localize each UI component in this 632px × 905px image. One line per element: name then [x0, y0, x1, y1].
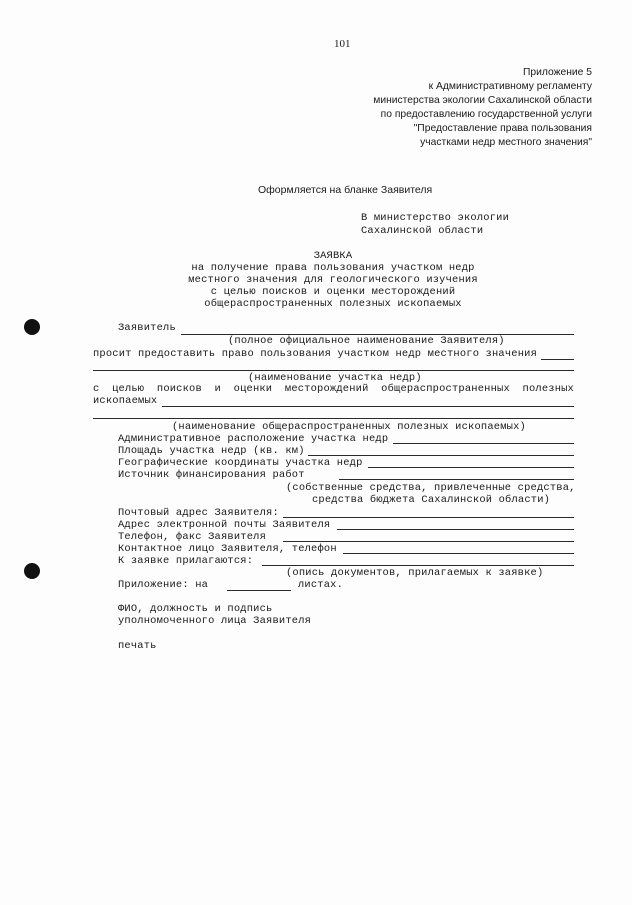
admin-location-field[interactable]	[393, 443, 574, 444]
request-field-end[interactable]	[541, 359, 574, 360]
applicant-label: Заявитель	[118, 322, 176, 334]
attached-hint: (опись документов, прилагаемых к заявке)	[286, 567, 544, 579]
form-note: Оформляется на бланке Заявителя	[258, 184, 433, 196]
title-line-1: на получение права пользования участком недр	[191, 262, 475, 274]
area-label: Площадь участка недр (кв. км)	[118, 445, 305, 457]
appendix-prefix: Приложение: на	[118, 579, 209, 591]
title-line-4: общераспространенных полезных ископаемых	[204, 298, 462, 310]
funding-hint-1: (собственные средства, привлеченные средства,	[286, 482, 576, 494]
attached-field[interactable]	[262, 565, 574, 566]
signature-line-1: ФИО, должность и подпись	[118, 603, 273, 615]
signature-line-2: уполномоченного лица Заявителя	[118, 615, 312, 627]
minerals-field[interactable]	[162, 406, 574, 407]
appendix-line-1: Приложение 5	[523, 67, 592, 78]
postal-label: Почтовый адрес Заявителя:	[118, 507, 279, 519]
addressee-line-2: Сахалинской области	[361, 225, 484, 237]
plot-name-field[interactable]	[93, 370, 574, 371]
appendix-line-4: по предоставлению государственной услуги	[380, 109, 592, 120]
applicant-hint: (полное официальное наименование Заявителя)	[228, 335, 505, 347]
contact-label: Контактное лицо Заявителя, телефон	[118, 543, 337, 555]
funding-label: Источник финансирования работ	[118, 469, 305, 481]
coordinates-field[interactable]	[368, 467, 574, 468]
title-heading: ЗАЯВКА	[313, 250, 353, 262]
addressee-line-1: В министерство экологии	[361, 212, 510, 224]
title-line-2: местного значения для геологического изучения	[188, 274, 478, 286]
purpose-text-2: ископаемых	[93, 395, 158, 407]
email-label: Адрес электронной почты Заявителя	[118, 519, 331, 531]
attached-label: К заявке прилагаются:	[118, 555, 254, 567]
email-field[interactable]	[337, 529, 574, 530]
plot-hint: (наименование участка недр)	[248, 372, 422, 384]
area-field[interactable]	[308, 455, 574, 456]
purpose-text: с целью поисков и оценки месторождений общераспространенных полезных	[93, 383, 574, 395]
binder-hole-bottom	[24, 563, 40, 579]
appendix-suffix: листах.	[298, 579, 344, 591]
minerals-hint: (наименование общераспространенных полезных ископаемых)	[172, 421, 526, 433]
request-text: просит предоставить право пользования участком недр местного значения	[93, 348, 538, 360]
appendix-sheets-field[interactable]	[227, 590, 291, 591]
phone-label: Телефон, факс Заявителя	[118, 531, 267, 543]
funding-hint-2: средства бюджета Сахалинской области)	[312, 494, 551, 506]
postal-field[interactable]	[283, 517, 574, 518]
appendix-line-2: к Административному регламенту	[428, 81, 592, 92]
minerals-field-2[interactable]	[93, 418, 574, 419]
coordinates-label: Географические координаты участка недр	[118, 457, 363, 469]
contact-field[interactable]	[343, 553, 574, 554]
appendix-line-3: министерства экологии Сахалинской области	[373, 95, 592, 106]
phone-field[interactable]	[283, 541, 574, 542]
title-line-3: с целью поисков и оценки месторождений	[210, 286, 456, 298]
page-number: 101	[334, 38, 351, 50]
appendix-line-6: участками недр местного значения"	[420, 137, 592, 148]
appendix-line-5: "Предоставление права пользования	[413, 123, 592, 134]
seal-label: печать	[118, 640, 157, 652]
binder-hole-top	[24, 319, 40, 335]
funding-field[interactable]	[339, 479, 574, 480]
admin-location-label: Административное расположение участка недр	[118, 433, 389, 445]
